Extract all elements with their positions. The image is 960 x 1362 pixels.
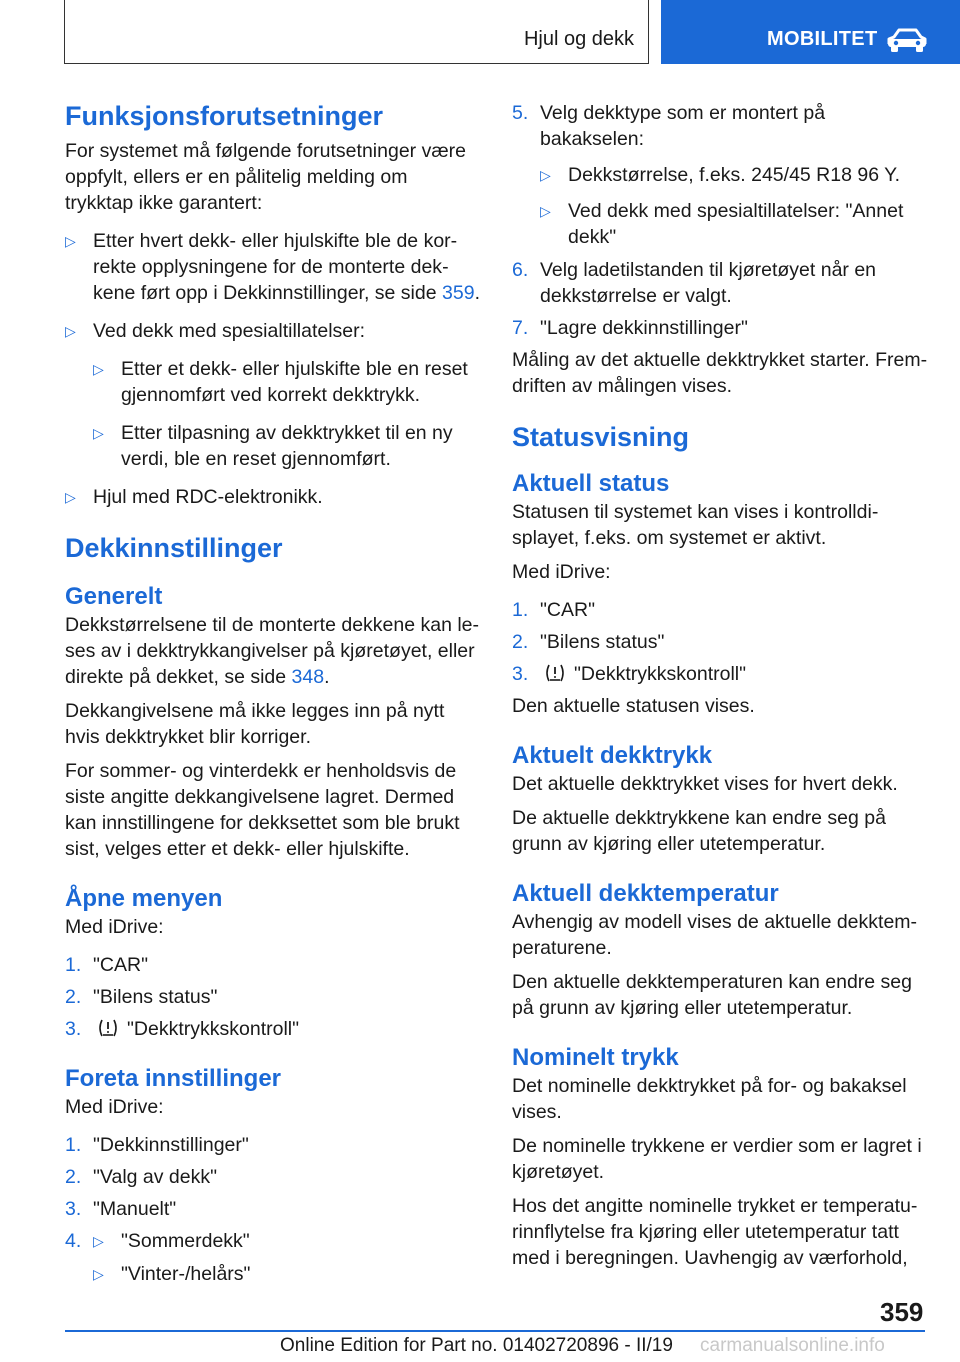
footer-divider [65, 1330, 925, 1332]
paragraph: Med iDrive: [65, 1096, 164, 1118]
paragraph: Den aktuelle statusen vises. [512, 695, 755, 717]
list-item: 3. "Dekktrykkskontroll" [65, 1018, 300, 1040]
paragraph: Med iDrive: [65, 916, 164, 938]
paragraph: Dekkangivelsene må ikke legges inn på nytt hvis dekktrykket blir korriger. [65, 700, 445, 748]
header-section-box [64, 0, 649, 64]
list-item: 2. "Bilens status" [65, 986, 218, 1008]
list-item: 4. ▷ "Sommerdekk" ▷ "Vinter-/helårs" [65, 1228, 480, 1287]
nested-list [540, 162, 932, 250]
list-item: ▷ Ved dekk med spesialtillatelser: "Annet dekk" [540, 200, 904, 248]
paragraph: Med iDrive: [512, 561, 611, 583]
triangle-bullet-icon: ▷ [65, 489, 76, 505]
open-menu-steps [65, 952, 480, 1042]
nested-list [93, 356, 480, 472]
section-title: Hjul og dekk [523, 28, 634, 50]
header-chapter-box [661, 0, 960, 64]
heading-generelt: Generelt [65, 583, 163, 610]
paragraph: Den aktuelle dekktemperaturen kan endre seg på grunn av kjøring eller utetemperatur. [512, 971, 912, 1019]
chapter-title: MOBILITET [767, 28, 878, 50]
list-item: ▷ Ved dekk med spesialtillatelser: ▷ Etter et dekk- eller hjulskifte ble en reset gjennomført ved korrekt dekktrykk. ▷ Etter tilpasning av dekktrykket til en ny verdi, ble en reset gjennomført. [65, 318, 480, 472]
list-item: ▷ Etter hvert dekk- eller hjulskifte ble de korrekte opplysningene for de monterte dekkene ført opp i Dekkinnstillinger, se side 359. [65, 230, 480, 304]
page-link-348[interactable]: 348 [291, 666, 325, 688]
paragraph: Måling av det aktuelle dekktrykket starter. Fremdriften av målingen vises. [512, 349, 928, 397]
car-icon [885, 26, 929, 54]
paragraph: Det aktuelle dekktrykket vises for hvert dekk. [512, 773, 898, 795]
heading-aktuell-dekktemperatur: Aktuell dekktemperatur [512, 880, 779, 907]
tire-pressure-warning-icon [97, 1018, 119, 1038]
paragraph: Statusen til systemet kan vises i kontrolldisplayet, f.eks. om systemet er aktivt. [512, 501, 879, 549]
list-item: 2. "Valg av dekk" [65, 1166, 218, 1188]
paragraph-conditions: For systemet må følgende forutsetninger være oppfylt, ellers er en pålitelig melding om trykktap ikke garantert: [65, 140, 466, 214]
triangle-bullet-icon: ▷ [93, 1266, 104, 1282]
tire-pressure-warning-icon [544, 663, 566, 683]
heading-nominelt-trykk: Nominelt trykk [512, 1044, 679, 1071]
heading-funksjonsforutsetninger: Funksjonsforutsetninger [65, 101, 384, 131]
page-number: 359 [880, 1297, 924, 1327]
settings-steps-continued [512, 100, 932, 341]
list-item: 1. "CAR" [512, 599, 596, 621]
paragraph: Avhengig av modell vises de aktuelle dekktemperaturene. [512, 911, 918, 959]
paragraph: De nominelle trykkene er verdier som er lagret i kjøretøyet. [512, 1135, 922, 1183]
list-item: 1. "CAR" [65, 954, 149, 976]
list-item: ▷ "Sommerdekk" [93, 1230, 250, 1252]
heading-aktuelt-dekktrykk: Aktuelt dekktrykk [512, 742, 713, 769]
edition-text: Online Edition for Part no. 01402720896 - II/19 [280, 1335, 673, 1356]
heading-statusvisning: Statusvisning [512, 422, 690, 452]
heading-aktuell-status: Aktuell status [512, 470, 670, 497]
list-item: 2. "Bilens status" [512, 631, 665, 653]
list-item: 3. "Dekktrykkskontroll" [512, 663, 747, 685]
triangle-bullet-icon: ▷ [93, 425, 104, 441]
paragraph: Hos det angitte nominelle trykket er temperaturinnflytelse fra kjøring eller utetemperatur tatt med i beregningen. Uavhengig av værforhold, [512, 1195, 918, 1269]
paragraph: Det nominelle dekktrykket på for- og bakaksel vises. [512, 1075, 907, 1123]
list-item: ▷ Hjul med RDC-elektronikk. [65, 486, 323, 508]
list-item: 5. Velg dekktype som er montert på bakakselen: ▷ Dekkstørrelse, f.eks. 245/45 R18 96 Y. ▷ Ved dekk med spesialtillatelser: "Annet dekk" [512, 100, 932, 250]
nested-list [93, 1228, 480, 1287]
list-item: 1. "Dekkinnstillinger" [65, 1134, 249, 1156]
left-column [65, 100, 480, 1294]
list-item: ▷ Dekkstørrelse, f.eks. 245/45 R18 96 Y. [540, 164, 901, 186]
settings-steps [65, 1132, 480, 1287]
triangle-bullet-icon: ▷ [65, 323, 76, 339]
paragraph: De aktuelle dekktrykkene kan endre seg på grunn av kjøring eller utetemperatur. [512, 807, 886, 855]
right-column [512, 100, 932, 1279]
watermark: carmanualsonline.info [700, 1335, 885, 1356]
conditions-list [65, 228, 480, 510]
list-item: 6. Velg ladetilstanden til kjøretøyet når en dekkstørrelse er valgt. [512, 259, 877, 307]
triangle-bullet-icon: ▷ [93, 361, 104, 377]
list-item: ▷ "Vinter-/helårs" [93, 1263, 251, 1285]
triangle-bullet-icon: ▷ [65, 233, 76, 249]
triangle-bullet-icon: ▷ [93, 1233, 104, 1249]
list-item: ▷ Etter et dekk- eller hjulskifte ble en reset gjennomført ved korrekt dekktrykk. [93, 358, 468, 406]
list-item: ▷ Etter tilpasning av dekktrykket til en ny verdi, ble en reset gjennomført. [93, 422, 453, 470]
paragraph: Dekkstørrelsene til de monterte dekkene kan leses av i dekktrykkangivelser på kjøretøyet, eller direkte på dekket, se side 348. [65, 614, 480, 688]
triangle-bullet-icon: ▷ [540, 167, 551, 183]
list-item: 7. "Lagre dekkinnstillinger" [512, 317, 748, 339]
status-steps [512, 597, 932, 687]
heading-foreta-innstillinger: Foreta innstillinger [65, 1065, 282, 1092]
page-link-359[interactable]: 359 [442, 282, 475, 304]
paragraph: For sommer- og vinterdekk er henholdsvis de siste angitte dekkangivelsene lagret. Dermed kan innstillingene for dekksettet som ble brukt sist, velges etter et dekk- eller hjulskifte. [65, 760, 460, 860]
triangle-bullet-icon: ▷ [540, 203, 551, 219]
heading-apne-menyen: Åpne menyen [65, 885, 223, 912]
list-item: 3. "Manuelt" [65, 1198, 177, 1220]
heading-dekkinnstillinger: Dekkinnstillinger [65, 533, 283, 563]
